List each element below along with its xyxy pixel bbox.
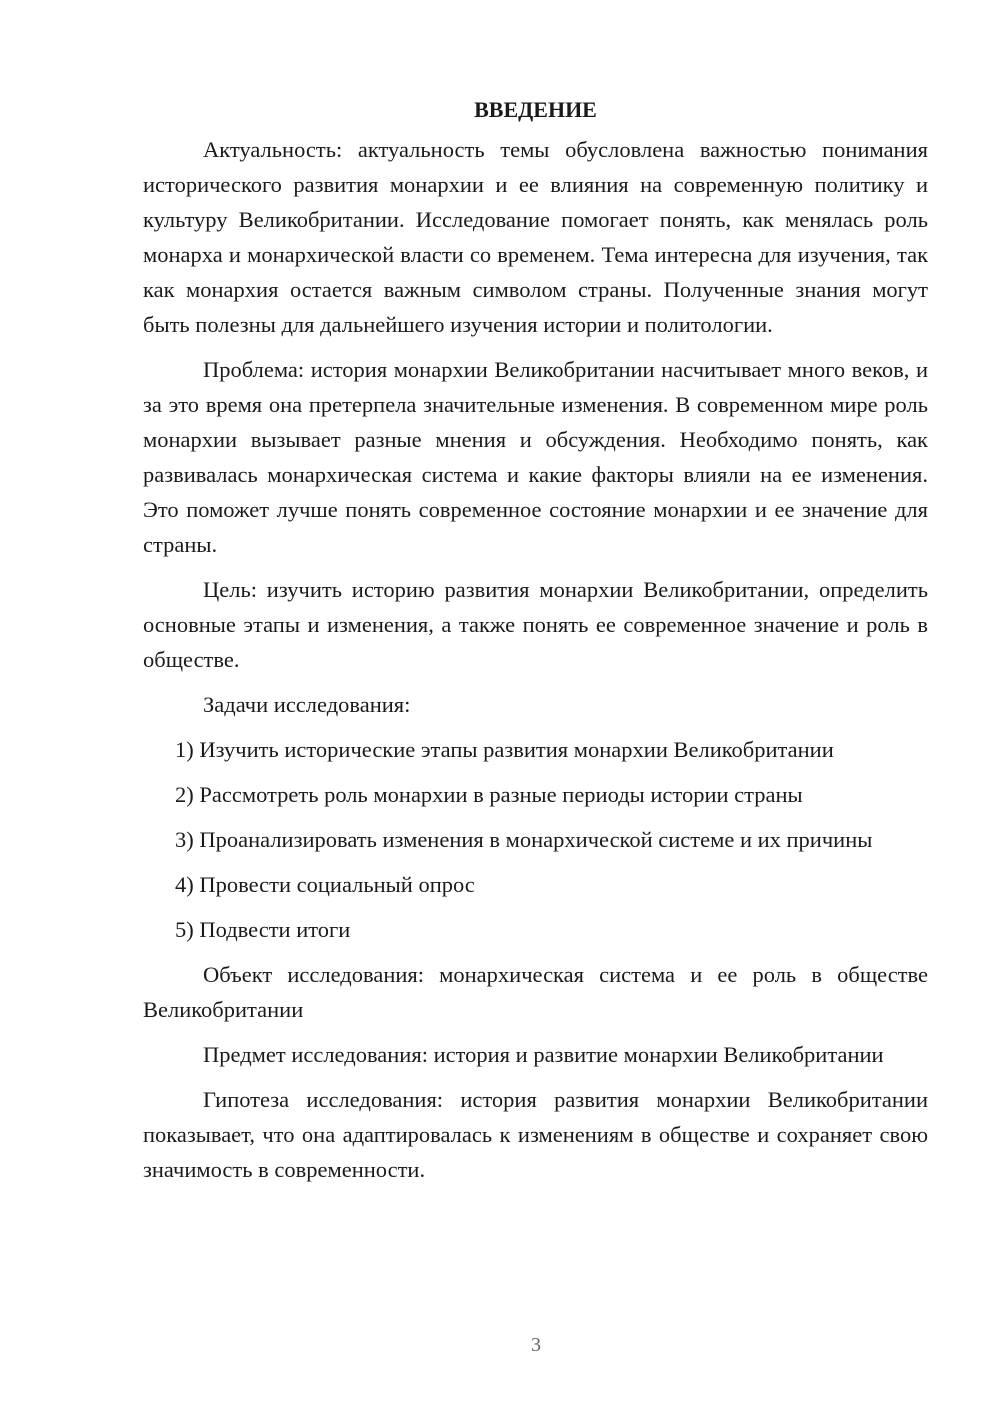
task-item-2: 2) Рассмотреть роль монархии в разные периоды истории страны <box>175 782 803 807</box>
page-title: ВВЕДЕНИЕ <box>474 97 597 122</box>
task-item-4: 4) Провести социальный опрос <box>175 872 475 897</box>
paragraph-object: Объект исследования: монархическая система и ее роль в обществе Великобритании <box>143 962 928 1022</box>
paragraph-hypothesis: Гипотеза исследования: история развития монархии Великобритании показывает, что она адаптировалась к изменениям в обществе и сохраняет свою значимость в современности. <box>143 1087 928 1182</box>
paragraph-subject: Предмет исследования: история и развитие монархии Великобритании <box>203 1042 884 1067</box>
task-item-1: 1) Изучить исторические этапы развития монархии Великобритании <box>175 737 834 762</box>
page-number: 3 <box>531 1334 541 1356</box>
paragraph-problem: Проблема: история монархии Великобритании насчитывает много веков, и за это время она претерпела значительные изменения. В современном мире роль монархии вызывает разные мнения и обсуждения. Необходимо понять, как развивалась монархическая система и какие факторы влияли на ее изменения. Это поможет лучше понять современное состояние монархии и ее значение для страны. <box>143 357 928 557</box>
paragraph-goal: Цель: изучить историю развития монархии Великобритании, определить основные этапы и изменения, а также понять ее современное значение и роль в обществе. <box>143 577 928 672</box>
paragraph-relevance: Актуальность: актуальность темы обусловлена важностью понимания исторического развития монархии и ее влияния на современную политику и культуру Великобритании. Исследование помогает понять, как менялась роль монарха и монархической власти со временем. Тема интересна для изучения, так как монархия остается важным символом страны. Полученные знания могут быть полезны для дальнейшего изучения истории и политологии. <box>143 137 928 337</box>
document-page <box>143 92 928 1197</box>
task-item-5: 5) Подвести итоги <box>175 917 351 942</box>
task-item-3: 3) Проанализировать изменения в монархической системе и их причины <box>175 827 873 852</box>
tasks-heading: Задачи исследования: <box>203 692 411 717</box>
